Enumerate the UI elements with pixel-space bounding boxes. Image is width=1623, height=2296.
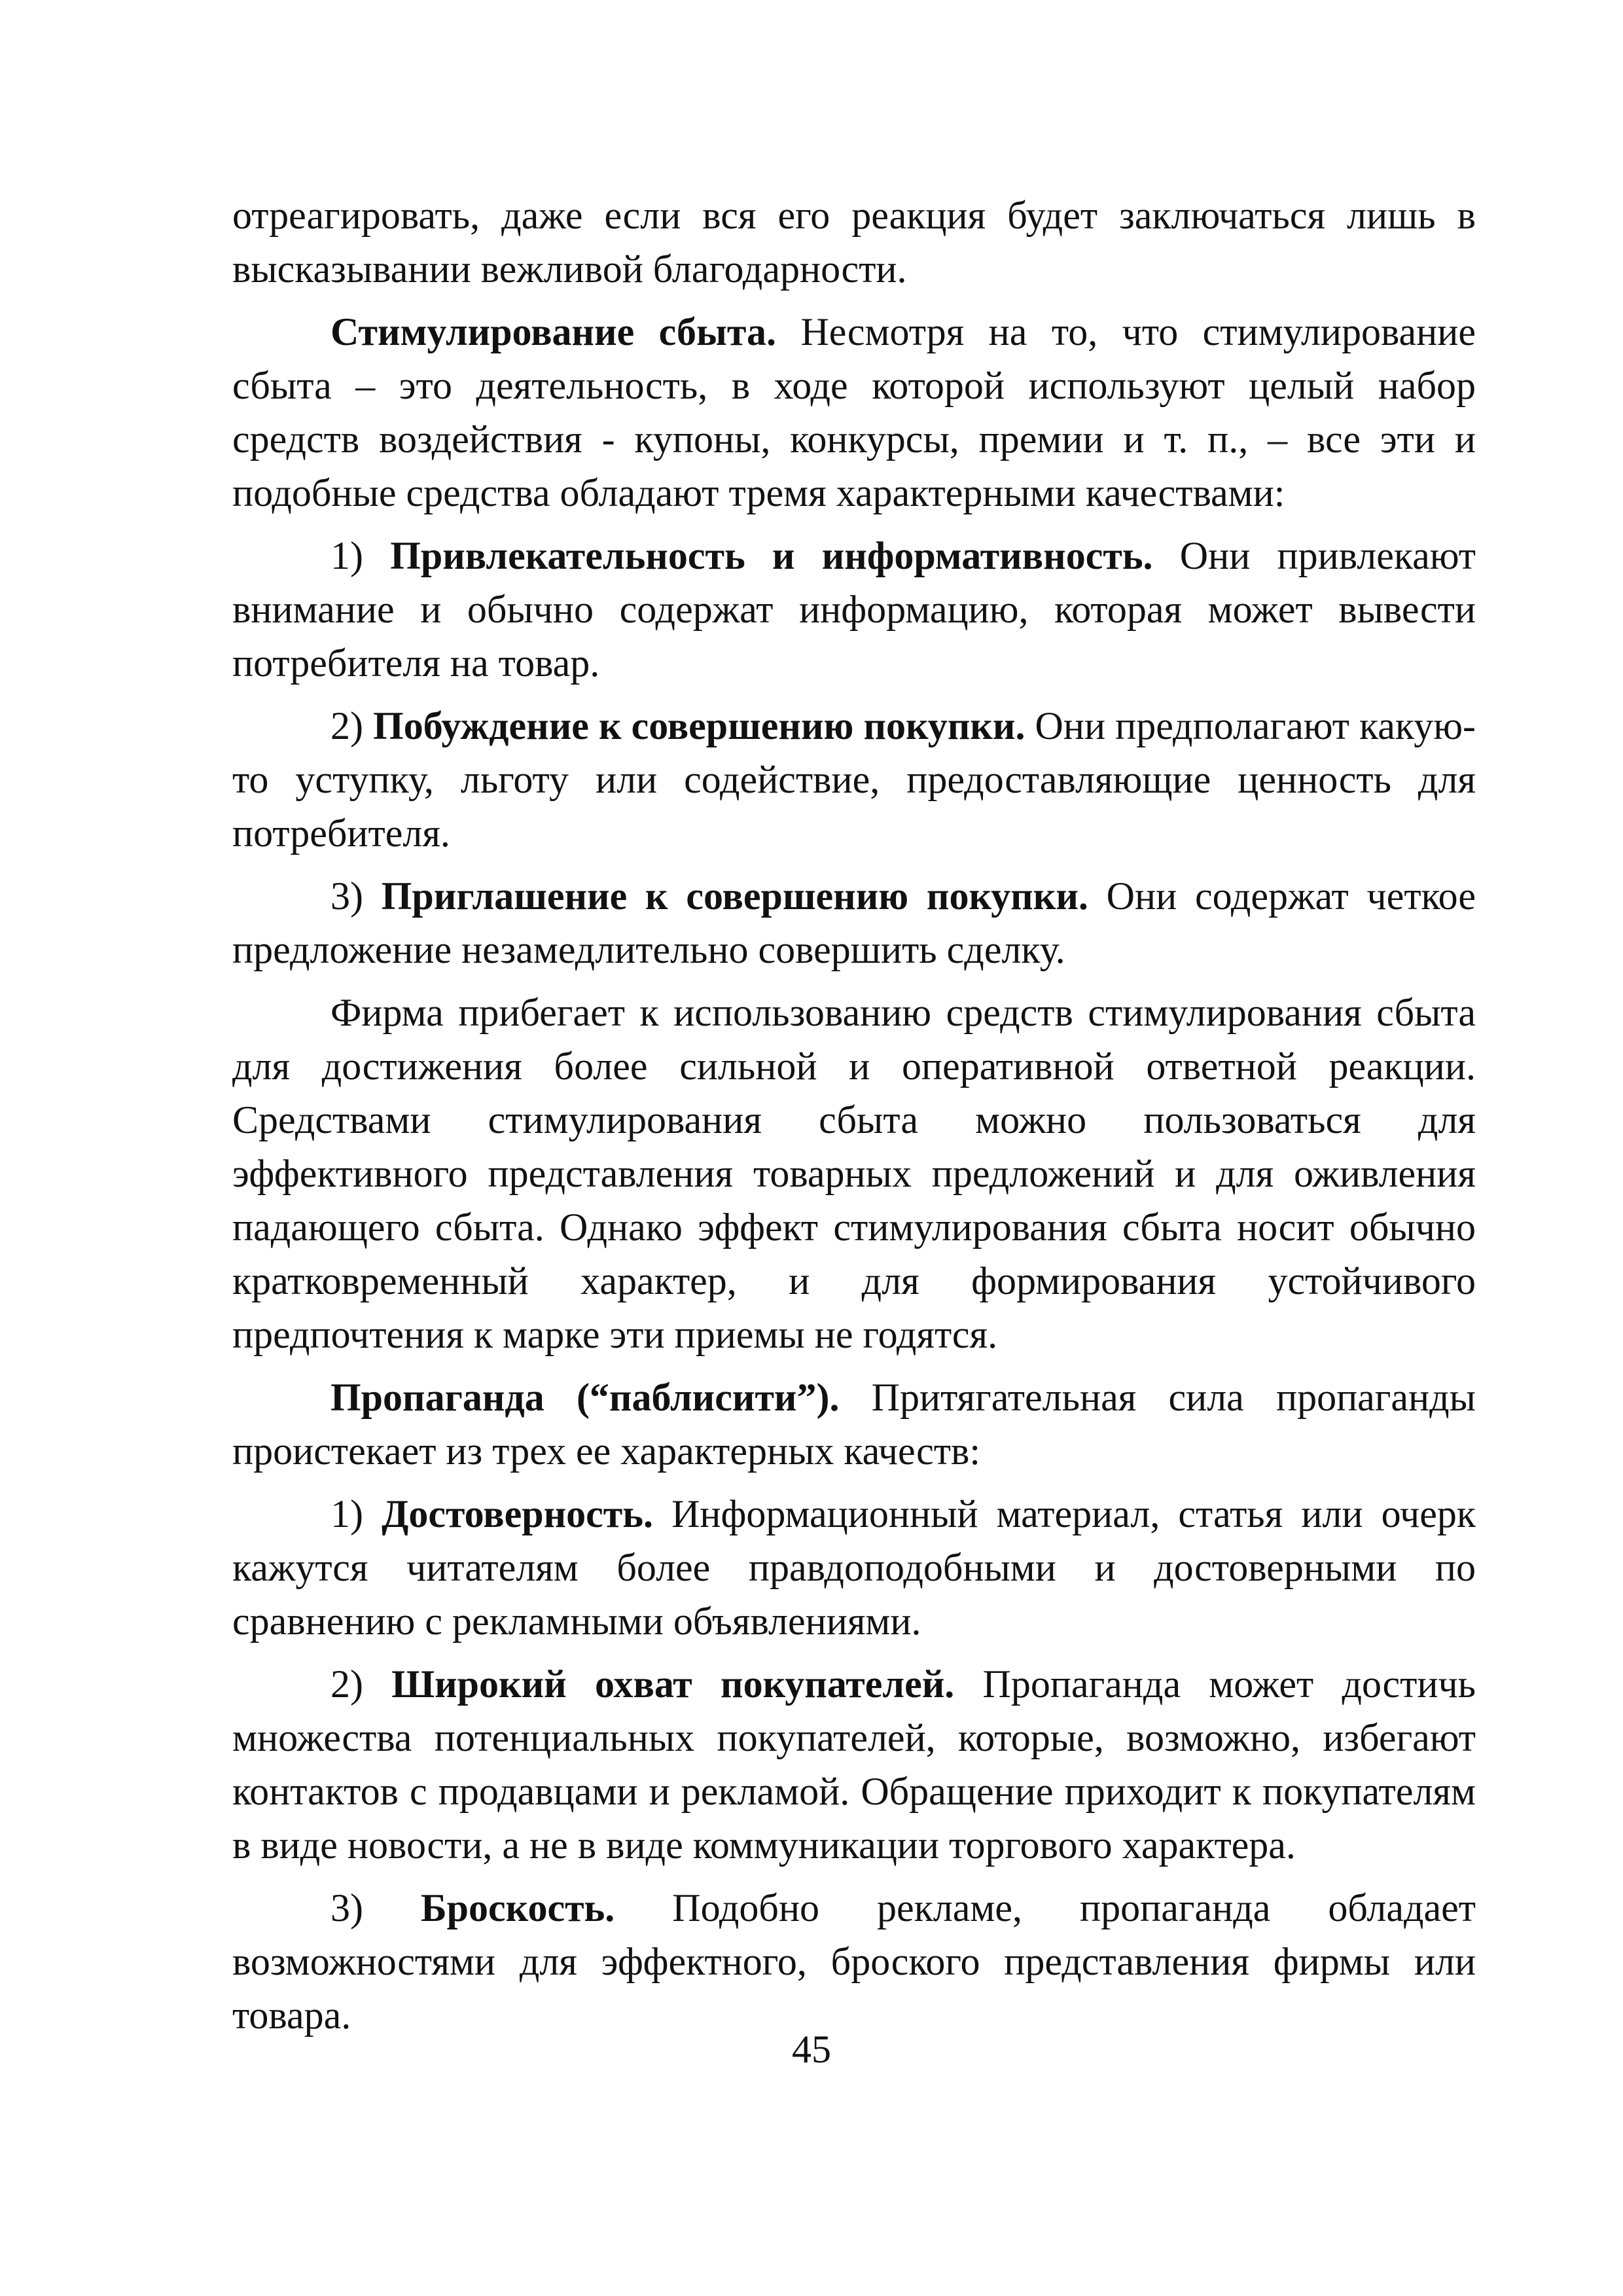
item-title: Привлекательность и информативность. xyxy=(390,534,1153,577)
heading-sales-promotion: Стимулирование сбыта. xyxy=(330,310,777,353)
item-title: Броскость. xyxy=(421,1886,615,1929)
list-item-purchase-invitation: 3) Приглашение к совершению покупки. Они содержат четкое предложение незамедлительно совершить сделку. xyxy=(232,874,1476,971)
page-number: 45 xyxy=(792,2028,831,2071)
list-item-striking: 3) Броскость. Подобно рекламе, пропаганда обладает возможностями для эффектного, броского представления фирмы или товара. xyxy=(232,1886,1476,2037)
item-title: Побуждение к совершению покупки. xyxy=(373,704,1026,747)
page-body xyxy=(232,188,1476,2051)
paragraph-firm-usage: Фирма прибегает к использованию средств стимулирования сбыта для достижения более сильной и оперативной ответной реакции. Средствами стимулирования сбыта можно пользоваться для эффективного представления товарных предложений и для оживления падающего сбыта. Однако эффект стимулирования сбыта носит обычно кратковременный характер, и для формирования устойчивого предпочтения к марке эти приемы не годятся. xyxy=(232,991,1476,1356)
paragraph-continuation: отреагировать, даже если вся его реакция будет заключаться лишь в высказывании вежливой благодарности. xyxy=(232,194,1476,291)
item-title: Приглашение к совершению покупки. xyxy=(381,874,1088,918)
item-title: Широкий охват покупателей. xyxy=(391,1662,955,1706)
heading-publicity: Пропаганда (“паблисити”). xyxy=(330,1376,840,1419)
paragraph-publicity: Пропаганда (“паблисити”). Притягательная сила пропаганды проистекает из трех ее характерных качеств: xyxy=(232,1376,1476,1473)
list-item-purchase-incentive: 2) Побуждение к совершению покупки. Они предполагают какую-то уступку, льготу или содействие, предоставляющие ценность для потребителя. xyxy=(232,704,1476,855)
list-item-attractiveness: 1) Привлекательность и информативность. Они привлекают внимание и обычно содержат информацию, которая может вывести потребителя на товар. xyxy=(232,534,1476,685)
list-item-wide-reach: 2) Широкий охват покупателей. Пропаганда может достичь множества потенциальных покупателей, которые, возможно, избегают контактов с продавцами и рекламой. Обращение приходит к покупателям в виде новости, а не в виде коммуникации торгового характера. xyxy=(232,1662,1476,1867)
item-title: Достоверность. xyxy=(382,1492,653,1535)
paragraph-sales-promotion: Стимулирование сбыта. Несмотря на то, что стимулирование сбыта – это деятельность, в ходе которой используют целый набор средств воздействия - купоны, конкурсы, премии и т. п., – все эти и подобные средства обладают тремя характерными качествами: xyxy=(232,310,1476,514)
list-item-credibility: 1) Достоверность. Информационный материал, статья или очерк кажутся читателям более правдоподобными и достоверными по сравнению с рекламными объявлениями. xyxy=(232,1492,1476,1643)
